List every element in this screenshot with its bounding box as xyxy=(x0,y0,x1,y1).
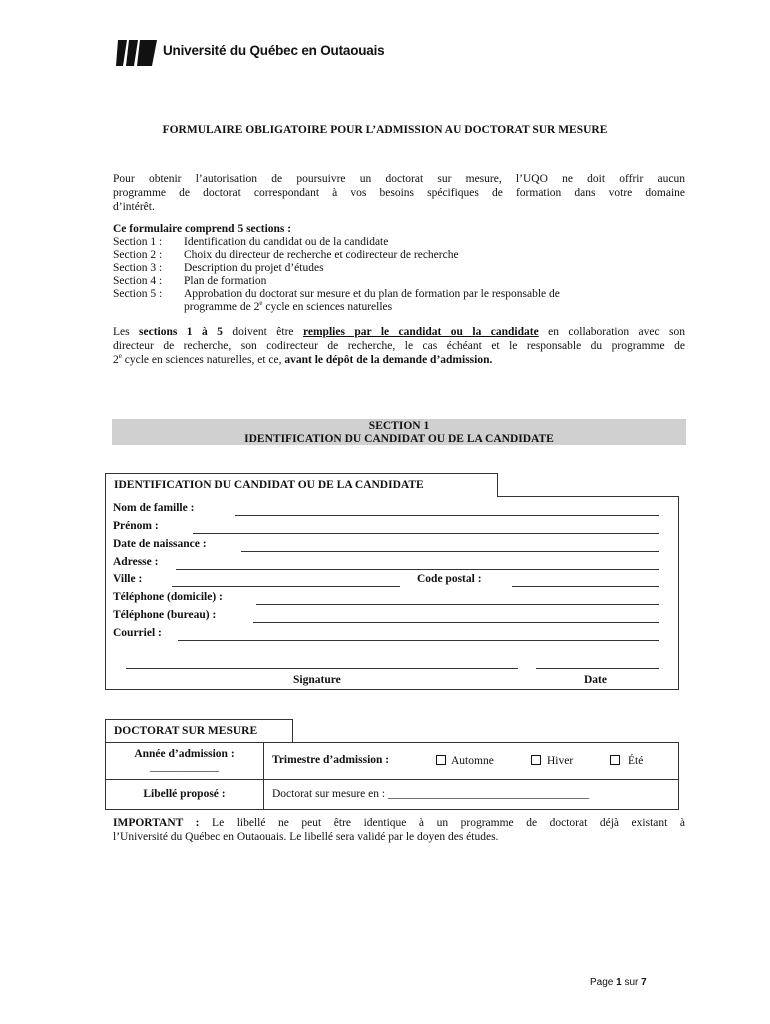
adresse-input[interactable] xyxy=(176,569,659,570)
ete-label: Été xyxy=(628,755,644,767)
tel-bureau-label: Téléphone (bureau) : xyxy=(113,609,217,621)
date-input[interactable] xyxy=(536,668,659,669)
university-name: Université du Québec en Outaouais xyxy=(163,43,385,58)
hiver-label: Hiver xyxy=(547,755,574,767)
tel-domicile-input[interactable] xyxy=(256,604,659,605)
automne-label: Automne xyxy=(451,755,494,767)
list-item: Section 4 : Plan de formation xyxy=(113,275,267,287)
table-divider-vertical xyxy=(263,742,264,810)
section1-subtitle: IDENTIFICATION DU CANDIDAT OU DE LA CANDIDATE xyxy=(244,432,554,445)
annee-input[interactable]: ____________ xyxy=(150,761,219,773)
form-title: FORMULAIRE OBLIGATOIRE POUR L’ADMISSION AU DOCTORAT SUR MESURE xyxy=(162,124,608,136)
table-divider-horizontal xyxy=(105,779,679,780)
code-postal-label: Code postal : xyxy=(417,573,482,585)
sections-heading: Ce formulaire comprend 5 sections : xyxy=(113,223,292,235)
ville-input[interactable] xyxy=(172,586,400,587)
list-item: Section 3 : Description du projet d’études xyxy=(113,262,324,274)
signature-input[interactable] xyxy=(126,668,518,669)
intro-line: Pour obtenir l’autorisation de poursuivre un doctorat sur mesure, l’UQO ne doit offrir aucun xyxy=(113,173,685,185)
list-item-continued: programme de 2e cycle en sciences naturelles xyxy=(184,299,393,313)
list-item: Section 2 : Choix du directeur de recherche et codirecteur de recherche xyxy=(113,249,459,261)
prenom-label: Prénom : xyxy=(113,520,159,532)
intro-paragraph xyxy=(113,172,685,214)
hiver-checkbox[interactable] xyxy=(531,755,541,765)
list-item: Section 1 : Identification du candidat ou de la candidate xyxy=(113,236,389,248)
date-label: Date xyxy=(584,674,607,686)
courriel-input[interactable] xyxy=(178,640,659,641)
nom-input[interactable] xyxy=(235,515,659,516)
intro-line: programme de doctorat correspondant à vos besoins spécifiques de formation dans votre domaine xyxy=(113,187,685,199)
intro-line: d’intérêt. xyxy=(113,201,155,213)
automne-checkbox[interactable] xyxy=(436,755,446,765)
code-postal-input[interactable] xyxy=(512,586,659,587)
adresse-label: Adresse : xyxy=(113,556,159,568)
page-number: Page 1 sur 7 xyxy=(590,977,647,988)
tel-bureau-input[interactable] xyxy=(253,622,659,623)
signature-label: Signature xyxy=(293,674,341,686)
annee-label: Année d’admission : xyxy=(134,748,235,760)
important-label: IMPORTANT : xyxy=(113,817,200,829)
naissance-label: Date de naissance : xyxy=(113,538,207,550)
libelle-input[interactable]: Doctorat sur mesure en : ___________________________________ xyxy=(272,788,590,800)
libelle-label: Libellé proposé : xyxy=(143,788,226,800)
prenom-input[interactable] xyxy=(193,533,659,534)
ete-checkbox[interactable] xyxy=(610,755,620,765)
tel-domicile-label: Téléphone (domicile) : xyxy=(113,591,223,603)
identification-tab: IDENTIFICATION DU CANDIDAT OU DE LA CANDIDATE xyxy=(105,473,498,497)
section1-header xyxy=(112,419,686,445)
naissance-input[interactable] xyxy=(241,551,659,552)
trimestre-label: Trimestre d’admission : xyxy=(272,754,390,766)
sections-list xyxy=(113,223,685,314)
courriel-label: Courriel : xyxy=(113,627,162,639)
ville-label: Ville : xyxy=(113,573,143,585)
list-item: Section 5 : Approbation du doctorat sur mesure et du plan de formation par le responsable de xyxy=(113,288,560,300)
important-note: IMPORTANT : Le libellé ne peut être identique à un programme de doctorat déjà existant à l’Université du Québec en Outaouais. Le libellé sera validé par le doyen des études. xyxy=(113,817,685,843)
section1-title: SECTION 1 xyxy=(368,420,430,432)
nom-label: Nom de famille : xyxy=(113,502,195,514)
instructions-paragraph: Les sections 1 à 5 doivent être remplies par le candidat ou la candidate en collaboration avec son directeur de recherche, son codirecteur de recherche, le cas échéant et le responsable du programme de 2e cycle en sciences naturelles, et ce, avant le dépôt de la demande d’admission. xyxy=(113,326,685,366)
doctorat-tab: DOCTORAT SUR MESURE xyxy=(105,719,293,743)
uqo-logo-icon xyxy=(116,38,158,68)
